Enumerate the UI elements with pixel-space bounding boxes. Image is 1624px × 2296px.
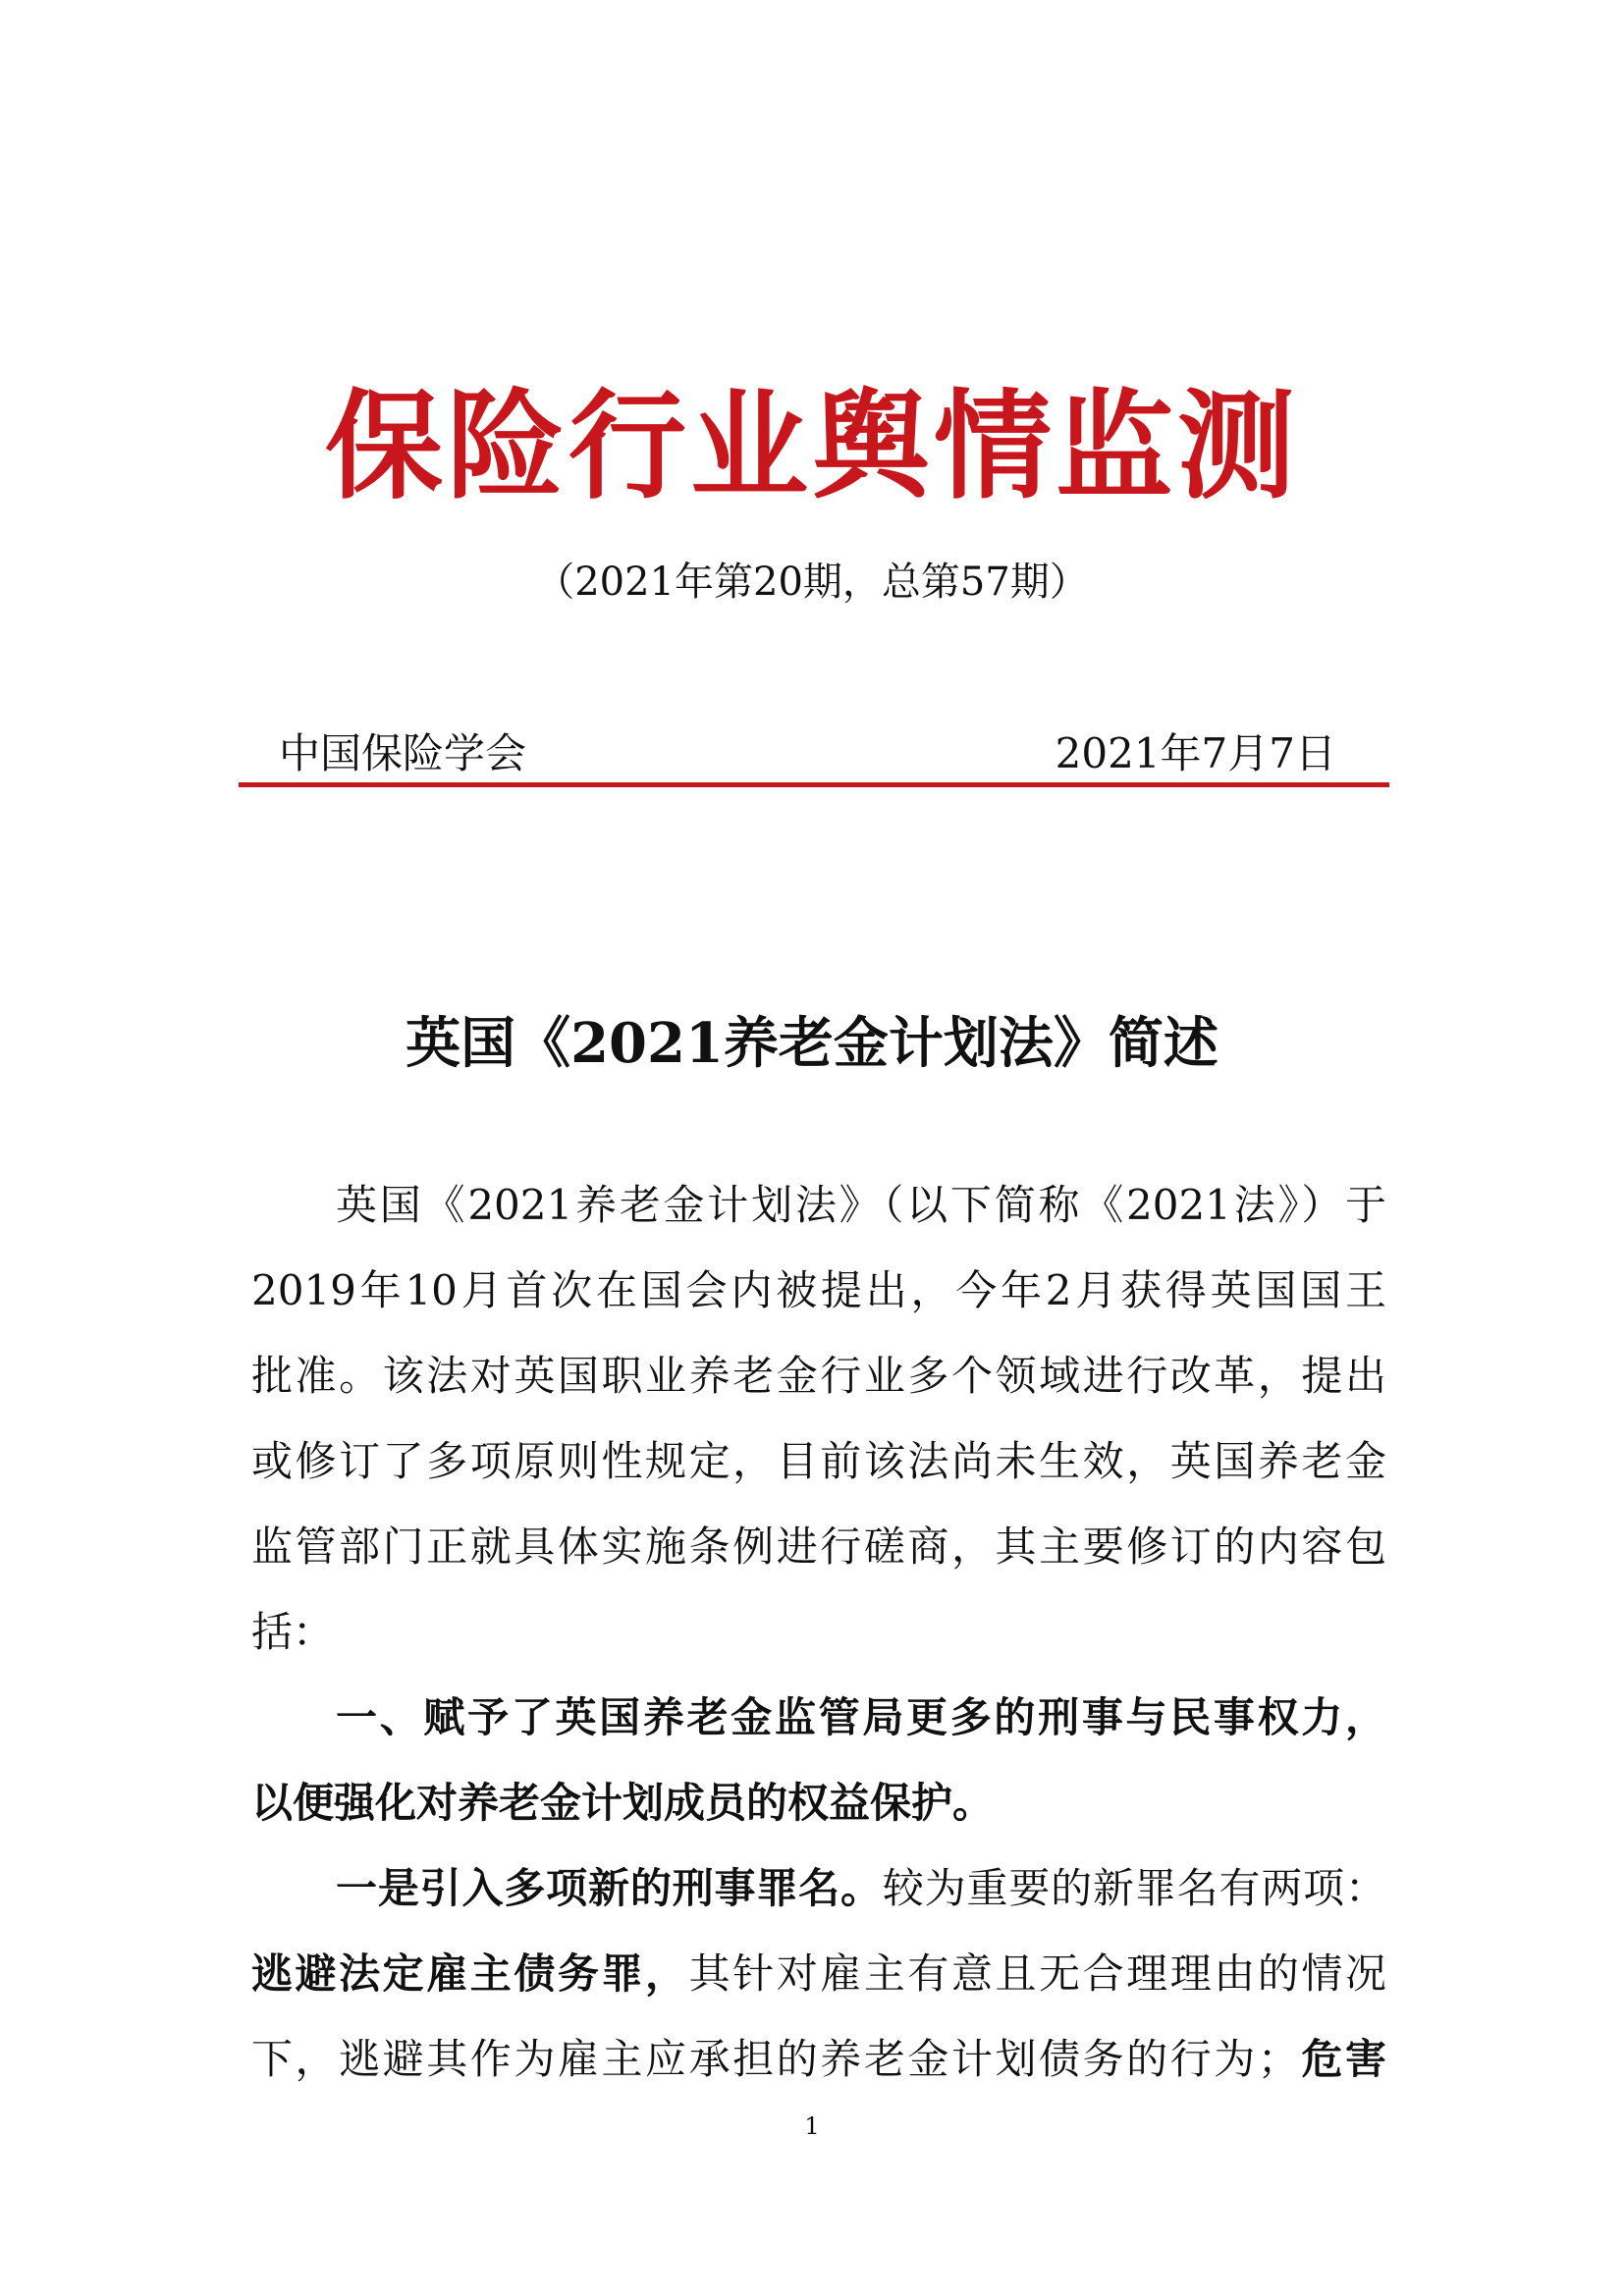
paragraph-line — [251, 2030, 1386, 2089]
bold-term: 危害 — [1298, 2035, 1386, 2083]
publication-date: 2021年7月7日 — [1055, 729, 1336, 777]
section-heading-line: 以便强化对养老金计划成员的权益保护。 — [251, 1779, 995, 1827]
masthead-title: 保险行业舆情监测 — [325, 377, 1299, 515]
paragraph-line: 括： — [251, 1608, 335, 1656]
paragraph-line: 批准。该法对英国职业养老金行业多个领域进行改革，提出 — [251, 1352, 1386, 1400]
paragraph-text: 下，逃避其作为雇主应承担的养老金计划债务的行为； — [251, 2035, 1299, 2083]
publisher-name: 中国保险学会 — [279, 729, 527, 777]
paragraph-line: 英国《2021养老金计划法》（以下简称《2021法》）于 — [336, 1181, 1386, 1229]
paragraph-text: 其针对雇主有意且无合理理由的情况 — [688, 1949, 1386, 1998]
bold-lead-in: 一是引入多项新的刑事罪名。 — [336, 1864, 883, 1912]
issue-number: （2021年第20期，总第57期） — [535, 560, 1089, 605]
article-title: 英国《2021养老金计划法》简述 — [406, 1011, 1218, 1076]
paragraph-line — [336, 1859, 1386, 1918]
header-divider — [239, 782, 1389, 787]
page-number: 1 — [804, 2112, 820, 2140]
paragraph-text: 较为重要的新罪名有两项： — [882, 1864, 1386, 1912]
paragraph-line: 或修订了多项原则性规定，目前该法尚未生效，英国养老金 — [251, 1437, 1386, 1485]
paragraph-line: 2019年10月首次在国会内被提出，今年2月获得英国国王 — [251, 1266, 1386, 1314]
bold-term: 逃避法定雇主债务罪， — [251, 1949, 689, 1998]
section-heading-line: 一、赋予了英国养老金监管局更多的刑事与民事权力， — [336, 1693, 1386, 1741]
paragraph-line — [251, 1945, 1386, 2003]
paragraph-line: 监管部门正就具体实施条例进行磋商，其主要修订的内容包 — [251, 1522, 1386, 1571]
